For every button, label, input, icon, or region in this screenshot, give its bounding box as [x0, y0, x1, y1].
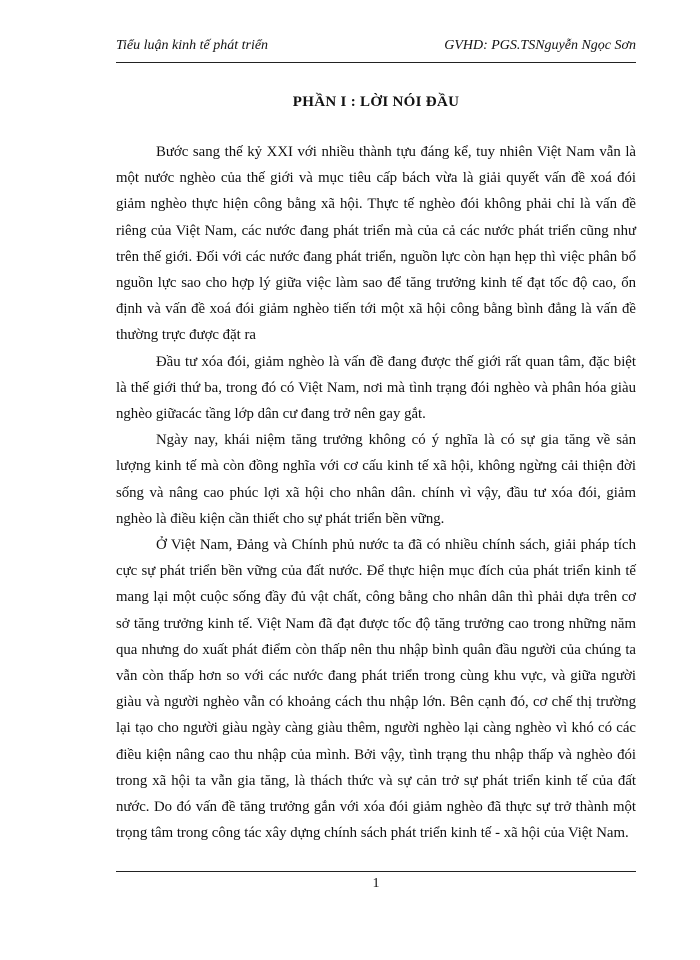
paragraph-3: Ngày nay, khái niệm tăng trưởng không có ý nghĩa là có sự gia tăng về sản lượng kinh tế mà còn đồng nghĩa với cơ cấu kinh tế xã hội, không ngừng cải thiện đời sống và nâng cao phúc lợi xã hội cho nhân dân. chính vì vậy, đầu tư xóa đói, giảm nghèo là điều kiện cần thiết cho sự phát triển bền vững. [116, 432, 636, 527]
paragraph-1: Bước sang thế kỷ XXI với nhiều thành tựu đáng kể, tuy nhiên Việt Nam vẫn là một nước nghèo của thế giới và mục tiêu cấp bách vừa là giải quyết vấn đề xoá đói giảm nghèo thực hiện công bằng xã hội. Thực tế nghèo đói không phải chỉ là vấn đề riêng của Việt Nam, các nước đang phát triển mà của cả các nước phát triển cũng như trên thế giới. Đối với các nước đang phát triển, nguồn lực còn hạn hẹp thì việc phân bổ nguồn lực sao cho hợp lý giữa việc làm sao để tăng trưởng kinh tế đạt tốc độ cao, ổn định và vấn đề xoá đói giảm nghèo tiến tới một xã hội công bằng bình đẳng là vấn đề thường trực được đặt ra [116, 144, 636, 344]
paragraph-4: Ở Việt Nam, Đảng và Chính phủ nước ta đã có nhiều chính sách, giải pháp tích cực sự phát triển bền vững của đất nước. Để thực hiện mục đích của phát triển kinh tế mang lại một cuộc sống đầy đủ vật chất, công bằng cho nhân dân thì phải dựa trên cơ sở tăng trưởng kinh tế. Việt Nam đã đạt được tốc độ tăng trưởng cao trong những năm qua nhưng do xuất phát điểm còn thấp nên thu nhập bình quân đầu người của chúng ta vẫn còn thấp hơn so với các nước đang phát triển trong cùng khu vực, và giữa người giàu và người nghèo vẫn có khoảng cách thu nhập lớn. Bên cạnh đó, cơ chế thị trường lại tạo cho người giàu ngày càng giàu thêm, người nghèo lại càng nghèo vì khó có các điều kiện nâng cao thu nhập của mình. Bởi vậy, tình trạng thu nhập thấp và nghèo đói trong xã hội ta vẫn gia tăng, là thách thức và sự cản trở sự phát triển kinh tế của đất nước. Do đó vấn đề tăng trưởng gắn với xóa đói giảm nghèo đã thực sự trở thành một trọng tâm trong công tác xây dựng chính sách phát triển kinh tế - xã hội của Việt Nam. [116, 537, 636, 842]
paragraph-2: Đầu tư xóa đói, giảm nghèo là vấn đề đang được thế giới rất quan tâm, đặc biệt là thế giới thứ ba, trong đó có Việt Nam, nơi mà tình trạng đói nghèo và phân hóa giàu nghèo giữacác tầng lớp dân cư đang trở nên gay gắt. [116, 353, 636, 423]
page-number: 1 [372, 876, 380, 891]
page-header [116, 38, 636, 63]
section-title: PHẦN I : LỜI NÓI ĐẦU [292, 94, 460, 110]
header-course-title: Tiểu luận kinh tế phát triển [116, 38, 269, 53]
footer-divider [116, 871, 636, 872]
document-body [116, 139, 636, 846]
header-supervisor: GVHD: PGS.TSNguyễn Ngọc Sơn [444, 38, 636, 53]
